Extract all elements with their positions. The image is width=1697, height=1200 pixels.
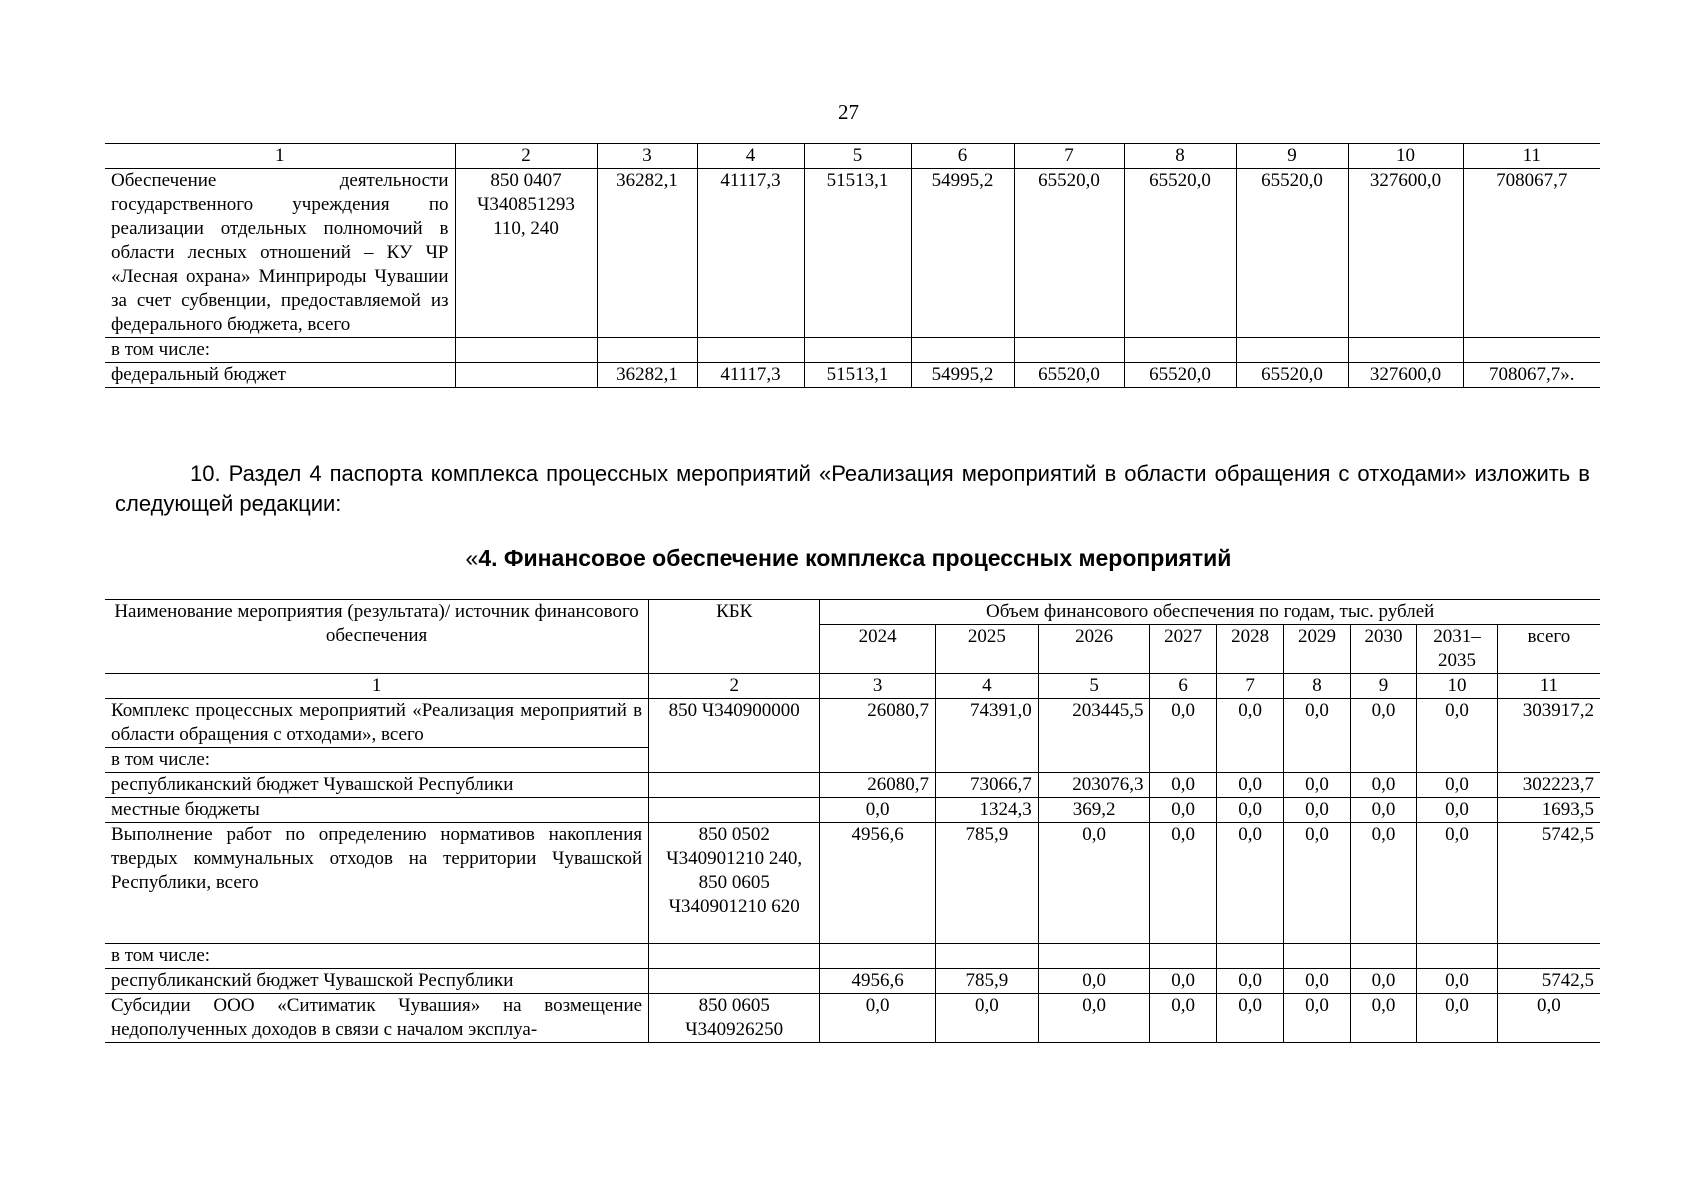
col-number: 6 — [1150, 674, 1216, 699]
row-code: 850 0407 Ч340851293 110, 240 — [455, 169, 597, 338]
col-number: 7 — [1014, 144, 1124, 169]
cell-value: 73066,7 — [936, 773, 1039, 798]
table-header-row — [105, 144, 1600, 169]
year-header: 2026 — [1038, 625, 1150, 674]
cell-value: 0,0 — [1350, 969, 1416, 994]
cell-value: 785,9 — [936, 969, 1039, 994]
cell-value: 65520,0 — [1014, 363, 1124, 388]
col-number: 4 — [936, 674, 1039, 699]
col-number: 6 — [911, 144, 1014, 169]
col-number: 3 — [597, 144, 697, 169]
cell-value: 303917,2 — [1497, 699, 1600, 773]
cell-value: 5742,5 — [1497, 969, 1600, 994]
cell-value: 327600,0 — [1348, 363, 1463, 388]
cell-value: 0,0 — [1150, 773, 1216, 798]
table-row — [105, 823, 1600, 944]
cell-value: 36282,1 — [597, 363, 697, 388]
row-code: 850 0502 Ч340901210 240, 850 0605 Ч340901210 620 — [649, 823, 820, 944]
section-heading — [0, 545, 1697, 572]
row-name: Обеспечение деятельности государственного учреждения по реализации отдельных полномочий в области лесных отношений – КУ ЧР «Лесная охрана» Минприроды Чувашии за счет субвенции, предоставляемой из федерального бюджета, всего — [105, 169, 455, 338]
year-header: 2029 — [1284, 625, 1350, 674]
cell-value: 0,0 — [1038, 994, 1150, 1043]
cell-value: 0,0 — [1150, 823, 1216, 944]
header-volume: Объем финансового обеспечения по годам, тыс. рублей — [820, 600, 1600, 625]
cell-value: 51513,1 — [804, 363, 911, 388]
cell-value: 5742,5 — [1497, 823, 1600, 944]
cell-value: 0,0 — [820, 994, 936, 1043]
col-number: 5 — [1038, 674, 1150, 699]
cell-value: 36282,1 — [597, 169, 697, 338]
cell-value: 0,0 — [1216, 823, 1283, 944]
row-code: 850 Ч340900000 — [649, 699, 820, 773]
cell-value: 0,0 — [1150, 798, 1216, 823]
col-number: 2 — [455, 144, 597, 169]
col-number: 1 — [105, 144, 455, 169]
cell-value: 0,0 — [1038, 969, 1150, 994]
cell-value: 0,0 — [1417, 699, 1498, 773]
col-number: 11 — [1497, 674, 1600, 699]
cell-value: 0,0 — [1417, 969, 1498, 994]
cell-value: 302223,7 — [1497, 773, 1600, 798]
col-number: 9 — [1350, 674, 1416, 699]
cell-value: 51513,1 — [804, 169, 911, 338]
table-row — [105, 798, 1600, 823]
col-number: 2 — [649, 674, 820, 699]
cell-value: 41117,3 — [697, 169, 804, 338]
row-name: Выполнение работ по определению нормативов накопления твердых коммунальных отходов на территории Чувашской Республики, всего — [105, 823, 649, 944]
cell-value: 1324,3 — [936, 798, 1039, 823]
cell-value: 0,0 — [1284, 969, 1350, 994]
cell-value: 0,0 — [1216, 699, 1283, 773]
table-row — [105, 338, 1600, 363]
row-name: в том числе: — [105, 944, 649, 969]
col-number: 8 — [1124, 144, 1236, 169]
cell-value: 65520,0 — [1236, 363, 1348, 388]
cell-value: 0,0 — [1417, 823, 1498, 944]
col-number: 8 — [1284, 674, 1350, 699]
col-number: 10 — [1348, 144, 1463, 169]
cell-value: 0,0 — [1284, 798, 1350, 823]
cell-value: 0,0 — [1417, 773, 1498, 798]
cell-value: 4956,6 — [820, 969, 936, 994]
table-row — [105, 944, 1600, 969]
cell-value: 0,0 — [1150, 699, 1216, 773]
cell-value: 0,0 — [1350, 823, 1416, 944]
cell-value: 0,0 — [1216, 969, 1283, 994]
cell-value: 0,0 — [1150, 994, 1216, 1043]
year-header: 2027 — [1150, 625, 1216, 674]
table-row — [105, 994, 1600, 1043]
table-header-row — [105, 600, 1600, 625]
col-number: 5 — [804, 144, 911, 169]
col-number: 1 — [105, 674, 649, 699]
cell-value: 0,0 — [1150, 969, 1216, 994]
table-row — [105, 169, 1600, 338]
col-number: 9 — [1236, 144, 1348, 169]
cell-value: 65520,0 — [1014, 169, 1124, 338]
cell-value: 0,0 — [1350, 798, 1416, 823]
cell-value: 54995,2 — [911, 169, 1014, 338]
cell-value: 708067,7». — [1463, 363, 1600, 388]
cell-value: 1693,5 — [1497, 798, 1600, 823]
row-name: Комплекс процессных мероприятий «Реализация мероприятий в области обращения с отходами», всего — [105, 699, 649, 748]
year-header: 2031– 2035 — [1417, 625, 1498, 674]
cell-value: 0,0 — [1284, 773, 1350, 798]
cell-value: 327600,0 — [1348, 169, 1463, 338]
col-number: 3 — [820, 674, 936, 699]
year-header: 2028 — [1216, 625, 1283, 674]
col-number: 4 — [697, 144, 804, 169]
cell-value: 0,0 — [820, 798, 936, 823]
year-header: 2025 — [936, 625, 1039, 674]
page-number: 27 — [838, 100, 859, 124]
table-col-numbers — [105, 674, 1600, 699]
col-number: 7 — [1216, 674, 1283, 699]
cell-value: 26080,7 — [820, 773, 936, 798]
section-heading-text: 4. Финансовое обеспечение комплекса процессных мероприятий — [478, 545, 1232, 571]
table-financial-support — [105, 599, 1600, 1043]
cell-value: 0,0 — [1284, 699, 1350, 773]
cell-value: 0,0 — [1350, 994, 1416, 1043]
col-number: 10 — [1417, 674, 1498, 699]
cell-value: 74391,0 — [936, 699, 1039, 773]
row-name: в том числе: — [105, 748, 649, 773]
cell-value: 0,0 — [1216, 798, 1283, 823]
cell-value: 0,0 — [1216, 773, 1283, 798]
cell-value: 54995,2 — [911, 363, 1014, 388]
header-name: Наименование мероприятия (результата)/ источник финансового обеспечения — [105, 600, 649, 674]
cell-value: 369,2 — [1038, 798, 1150, 823]
cell-value: 0,0 — [1350, 773, 1416, 798]
cell-value: 4956,6 — [820, 823, 936, 944]
row-name: федеральный бюджет — [105, 363, 455, 388]
table-row — [105, 773, 1600, 798]
year-header: 2030 — [1350, 625, 1416, 674]
cell-value: 41117,3 — [697, 363, 804, 388]
row-name: местные бюджеты — [105, 798, 649, 823]
row-code: 850 0605 Ч340926250 — [649, 994, 820, 1043]
cell-value: 65520,0 — [1124, 363, 1236, 388]
cell-value: 26080,7 — [820, 699, 936, 773]
table-row — [105, 699, 1600, 748]
opening-quote: « — [465, 545, 479, 571]
col-number: 11 — [1463, 144, 1600, 169]
cell-value: 203445,5 — [1038, 699, 1150, 773]
table-forest-guard-funding — [105, 143, 1600, 388]
cell-value: 0,0 — [1497, 994, 1600, 1043]
row-name: республиканский бюджет Чувашской Республики — [105, 969, 649, 994]
cell-value: 0,0 — [1284, 994, 1350, 1043]
row-name: Субсидии ООО «Ситиматик Чувашия» на возмещение недополученных доходов в связи с началом эксплуа- — [105, 994, 649, 1043]
cell-value: 785,9 — [936, 823, 1039, 944]
amendment-paragraph: 10. Раздел 4 паспорта комплекса процессных мероприятий «Реализация мероприятий в области обращения с отходами» изложить в следующей редакции: — [115, 461, 1590, 516]
cell-value: 0,0 — [936, 994, 1039, 1043]
cell-value: 0,0 — [1417, 798, 1498, 823]
cell-value: 0,0 — [1216, 994, 1283, 1043]
table-row — [105, 969, 1600, 994]
cell-value: 203076,3 — [1038, 773, 1150, 798]
header-kbk: КБК — [649, 600, 820, 674]
cell-value: 708067,7 — [1463, 169, 1600, 338]
cell-value: 65520,0 — [1124, 169, 1236, 338]
table-row — [105, 363, 1600, 388]
year-header: всего — [1497, 625, 1600, 674]
row-name: республиканский бюджет Чувашской Республики — [105, 773, 649, 798]
row-name: в том числе: — [105, 338, 455, 363]
cell-value: 0,0 — [1284, 823, 1350, 944]
cell-value: 0,0 — [1350, 699, 1416, 773]
year-header: 2024 — [820, 625, 936, 674]
cell-value: 65520,0 — [1236, 169, 1348, 338]
cell-value: 0,0 — [1417, 994, 1498, 1043]
cell-value: 0,0 — [1038, 823, 1150, 944]
